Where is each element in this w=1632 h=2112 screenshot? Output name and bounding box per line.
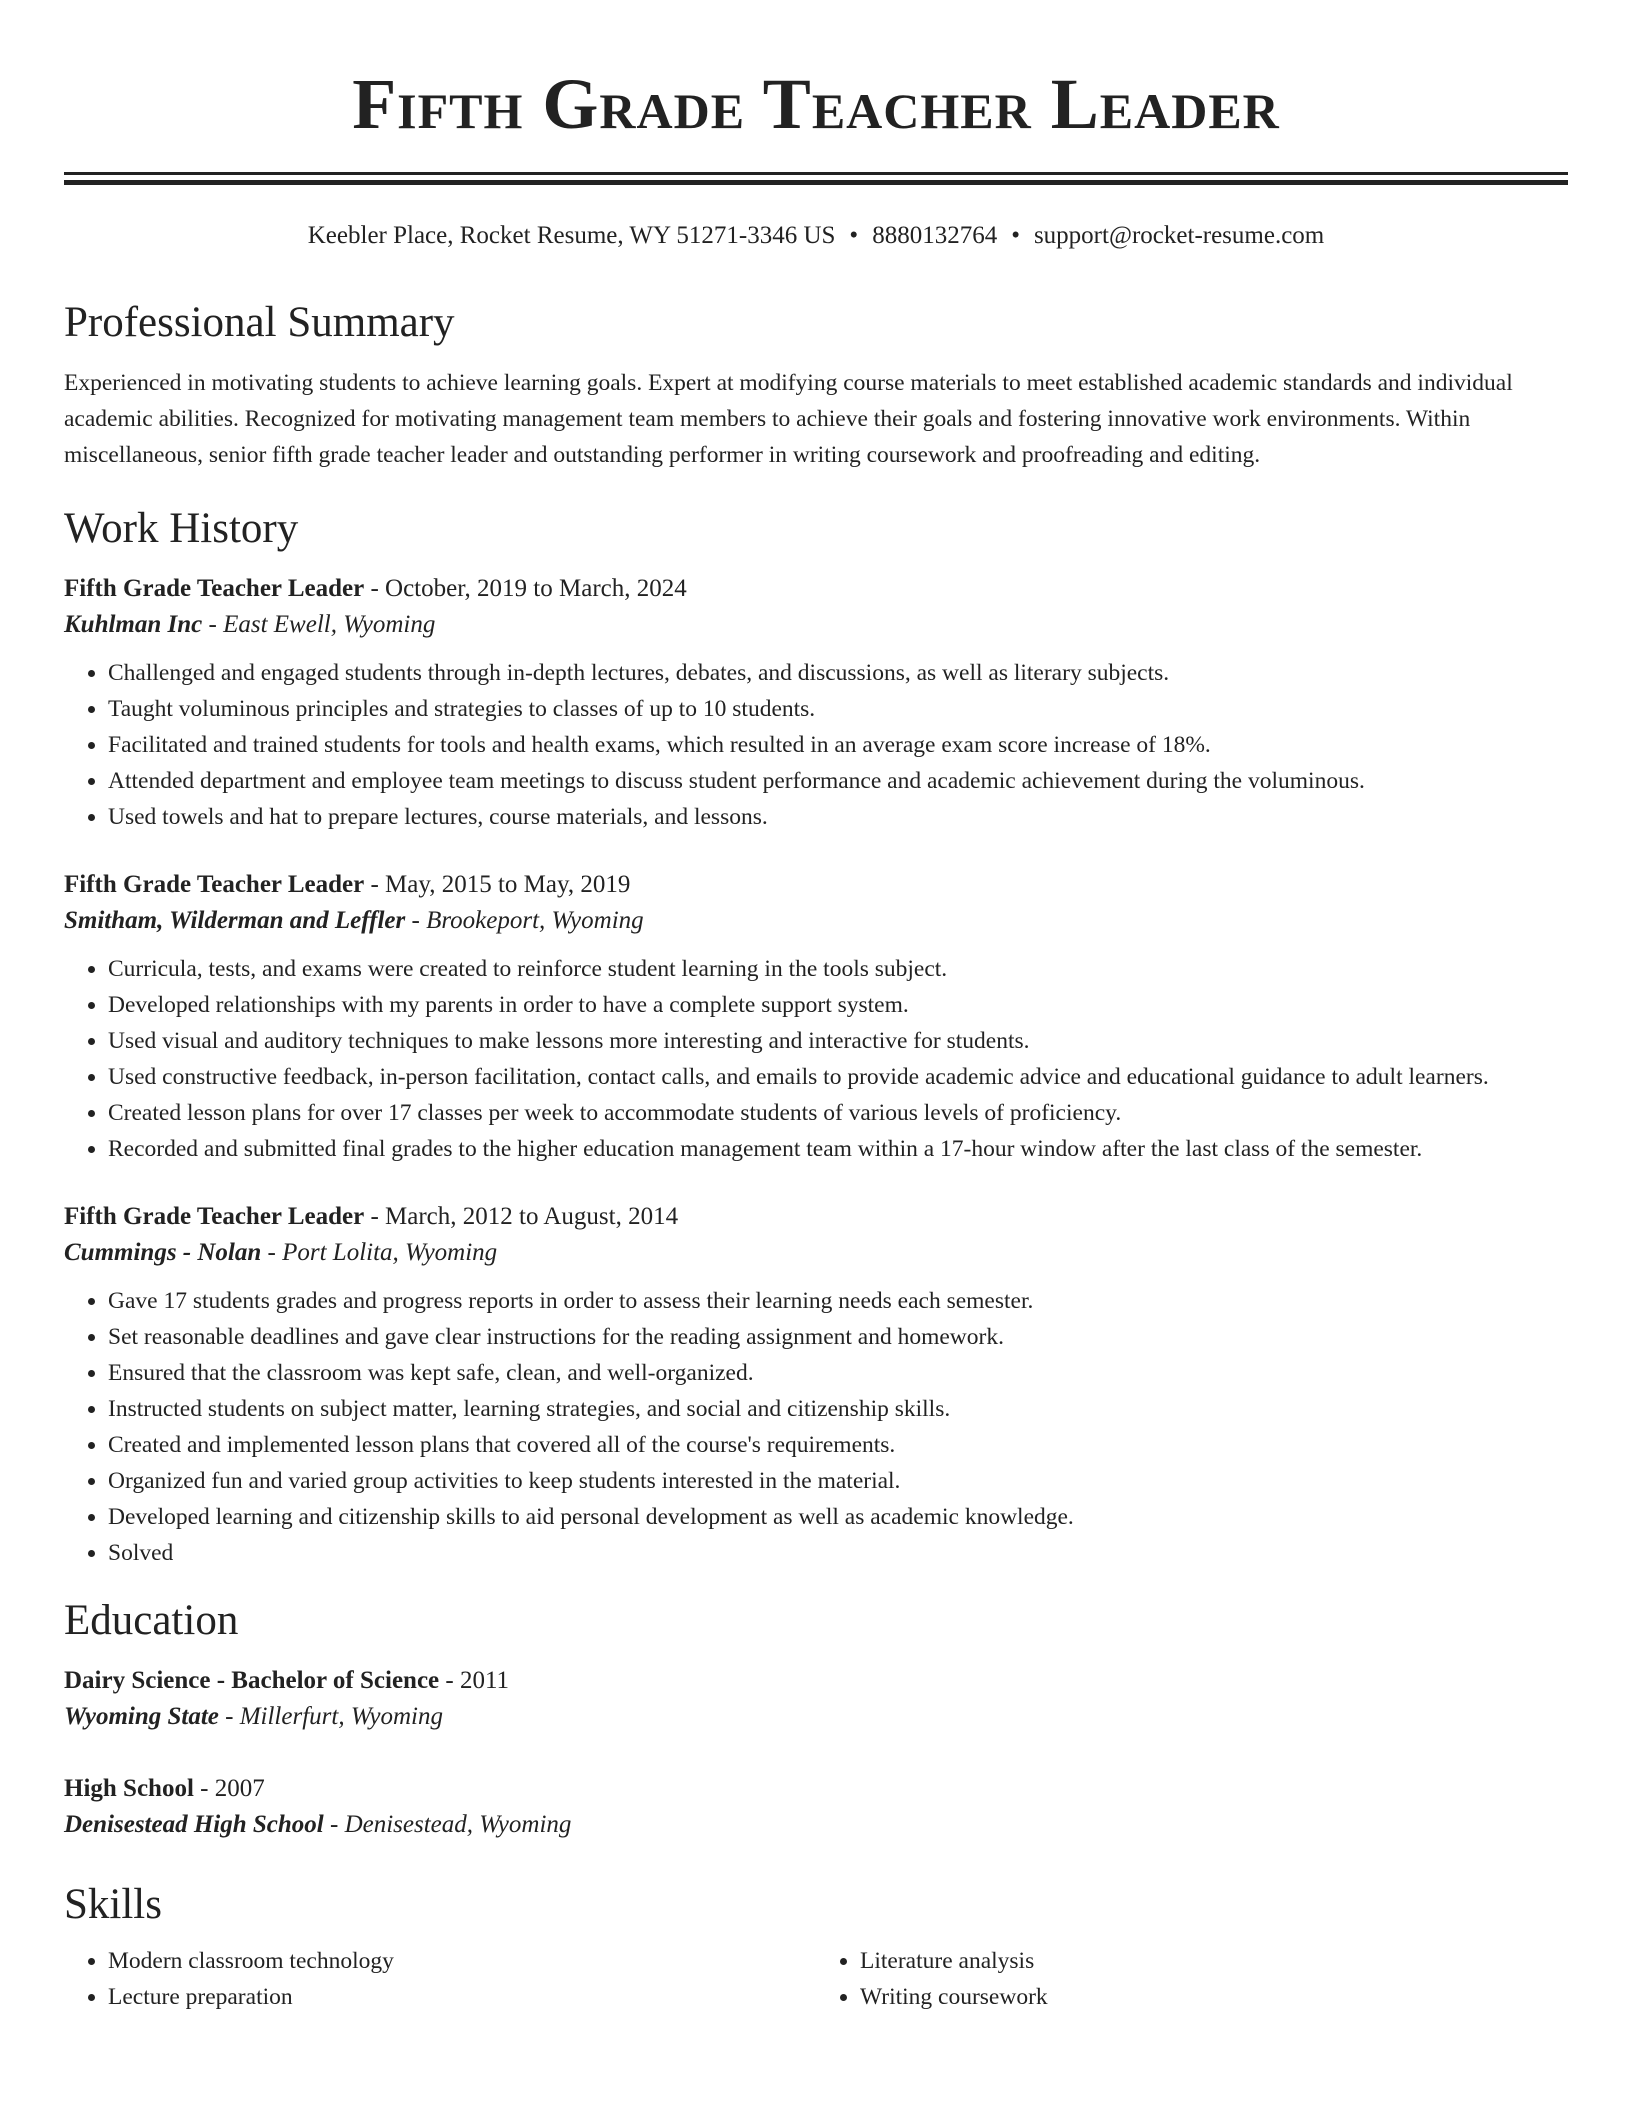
summary-text: Experienced in motivating students to achieve learning goals. Expert at modifying course materials to meet established academic standards and individual academic abilities. Recognized for motivating management team members to achieve their goals and fostering innovative work environments. Within miscellaneous, senior fifth grade teacher leader and outstanding performer in writing coursework and proofreading and editing.: [64, 370, 1513, 468]
job-location: - Port Lolita, Wyoming: [261, 1239, 498, 1266]
job-company-line: [64, 903, 1568, 939]
education-degree: High School: [64, 1775, 194, 1802]
list-item: • Ensured that the classroom was kept safe, clean, and well-organized.: [108, 1355, 1568, 1391]
job-company: Cummings - Nolan: [64, 1239, 262, 1266]
job-bullets: [64, 1283, 1568, 1571]
education-degree-line: [64, 1663, 1568, 1699]
education-degree: Dairy Science - Bachelor of Science: [64, 1667, 440, 1694]
contact-line: [64, 219, 1568, 253]
contact-address: Keebler Place, Rocket Resume, WY 51271-3346 US: [307, 222, 836, 249]
list-item: • Created and implemented lesson plans that covered all of the course's requirements.: [108, 1427, 1568, 1463]
resume-title: Fifth Grade Teacher Leader: [352, 64, 1280, 144]
job-bullets: [64, 951, 1568, 1167]
job-company-line: [64, 1235, 1568, 1271]
skills-columns: [64, 1943, 1568, 2015]
education-school-line: [64, 1807, 1568, 1843]
contact-phone: 8880132764: [872, 222, 998, 249]
work-history-heading: Work History: [64, 505, 299, 552]
title-divider-top: [64, 172, 1568, 175]
list-item: • Literature analysis: [860, 1943, 1568, 1979]
bullet-separator: •: [849, 222, 859, 249]
education-year: - 2007: [193, 1775, 265, 1802]
job-company: Kuhlman Inc: [64, 611, 203, 638]
list-item: • Gave 17 students grades and progress reports in order to assess their learning needs each semester.: [108, 1283, 1568, 1319]
title-divider-bottom: [64, 180, 1568, 185]
job-dates: - May, 2015 to May, 2019: [364, 871, 631, 898]
job-dates: - October, 2019 to March, 2024: [364, 575, 687, 602]
list-item: • Used towels and hat to prepare lectures, course materials, and lessons.: [108, 799, 1568, 835]
list-item: • Taught voluminous principles and strategies to classes of up to 10 students.: [108, 691, 1568, 727]
education-school-line: [64, 1699, 1568, 1735]
job-title: Fifth Grade Teacher Leader: [64, 871, 365, 898]
list-item: • Created lesson plans for over 17 classes per week to accommodate students of various levels of proficiency.: [108, 1095, 1568, 1131]
job-title-line: [64, 571, 1568, 607]
job-title-line: [64, 867, 1568, 903]
skills-list-left: [64, 1943, 816, 2015]
list-item: • Challenged and engaged students through in-depth lectures, debates, and discussions, as well as literary subjects.: [108, 655, 1568, 691]
job-title: Fifth Grade Teacher Leader: [64, 1203, 365, 1230]
skills-heading: Skills: [64, 1881, 162, 1928]
education-location: - Millerfurt, Wyoming: [218, 1703, 443, 1730]
list-item: • Writing coursework: [860, 1979, 1568, 2015]
list-item: • Attended department and employee team meetings to discuss student performance and academic achievement during the voluminous.: [108, 763, 1568, 799]
list-item: • Facilitated and trained students for tools and health exams, which resulted in an average exam score increase of 18%.: [108, 727, 1568, 763]
list-item: • Used visual and auditory techniques to make lessons more interesting and interactive for students.: [108, 1023, 1568, 1059]
list-item: • Solved: [108, 1535, 1568, 1571]
education-heading: Education: [64, 1597, 239, 1644]
list-item: • Organized fun and varied group activities to keep students interested in the material.: [108, 1463, 1568, 1499]
education-location: - Denisestead, Wyoming: [323, 1811, 572, 1838]
list-item: • Developed learning and citizenship skills to aid personal development as well as academic knowledge.: [108, 1499, 1568, 1535]
list-item: • Used constructive feedback, in-person facilitation, contact calls, and emails to provide academic advice and educational guidance to adult learners.: [108, 1059, 1568, 1095]
summary-heading: Professional Summary: [64, 299, 455, 346]
job-entry: [64, 867, 1568, 1167]
education-school: Wyoming State: [64, 1703, 219, 1730]
job-company-line: [64, 607, 1568, 643]
list-item: • Lecture preparation: [108, 1979, 816, 2015]
job-location: - East Ewell, Wyoming: [202, 611, 436, 638]
list-item: • Recorded and submitted final grades to the higher education management team within a 17-hour window after the last class of the semester.: [108, 1131, 1568, 1167]
job-bullets: [64, 655, 1568, 835]
education-entry: [64, 1771, 1568, 1843]
contact-email[interactable]: support@rocket-resume.com: [1033, 222, 1325, 249]
education-degree-line: [64, 1771, 1568, 1807]
list-item: • Modern classroom technology: [108, 1943, 816, 1979]
education-entry: [64, 1663, 1568, 1735]
job-dates: - March, 2012 to August, 2014: [364, 1203, 679, 1230]
list-item: • Developed relationships with my parents in order to have a complete support system.: [108, 987, 1568, 1023]
job-title-line: [64, 1199, 1568, 1235]
job-company: Smitham, Wilderman and Leffler: [64, 907, 406, 934]
job-title: Fifth Grade Teacher Leader: [64, 575, 365, 602]
list-item: • Instructed students on subject matter, learning strategies, and social and citizenship skills.: [108, 1391, 1568, 1427]
job-entry: [64, 571, 1568, 835]
bullet-separator: •: [1011, 222, 1020, 249]
list-item: • Set reasonable deadlines and gave clear instructions for the reading assignment and homework.: [108, 1319, 1568, 1355]
skills-list-right: [816, 1943, 1568, 2015]
education-school: Denisestead High School: [64, 1811, 324, 1838]
education-year: - 2011: [439, 1667, 510, 1694]
job-entry: [64, 1199, 1568, 1571]
list-item: • Curricula, tests, and exams were created to reinforce student learning in the tools subject.: [108, 951, 1568, 987]
job-location: - Brookeport, Wyoming: [405, 907, 644, 934]
